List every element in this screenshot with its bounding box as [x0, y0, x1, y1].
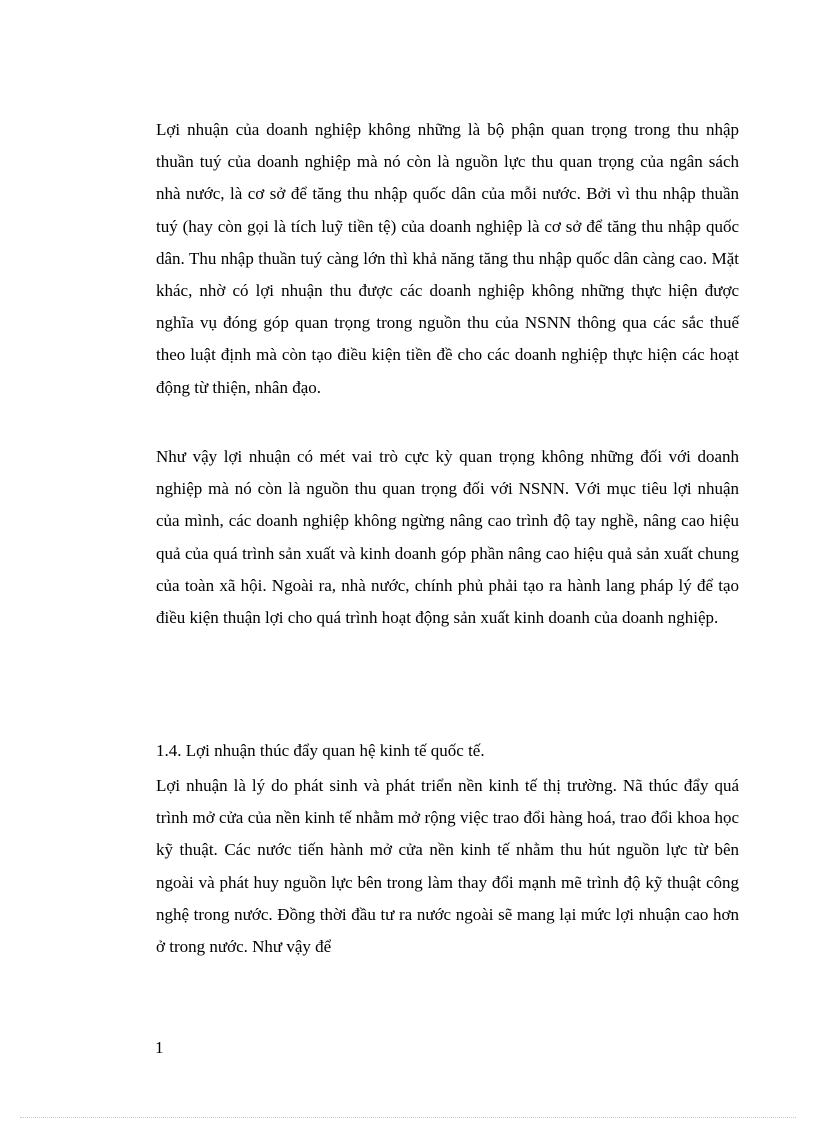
- page-number: 1: [155, 1038, 164, 1057]
- paragraph-profit-importance-summary: Như vậy lợi nhuận có mét vai trò cực kỳ quan trọng không những đối với doanh nghiệp mà nó còn là nguồn thu quan trọng đối với NSNN. Với mục tiêu lợi nhuận của mình, các doanh nghiệp không ngừng nâng cao trình độ tay nghề, nâng cao hiệu quả của quá trình sản xuất và kinh doanh góp phần nâng cao hiệu quả sản xuất chung của toàn xã hội. Ngoài ra, nhà nước, chính phủ phải tạo ra hành lang pháp lý để tạo điều kiện thuận lợi cho quá trình hoạt động sản xuất kinh doanh của doanh nghiệp.: [156, 447, 739, 628]
- page-break-divider: [20, 1117, 796, 1118]
- paragraph-international-economic-relations: Lợi nhuận là lý do phát sinh và phát triển nền kinh tế thị trường. Nã thúc đẩy quá trình mở cửa của nền kinh tế nhằm mở rộng việc trao đổi hàng hoá, trao đổi khoa học kỹ thuật. Các nước tiến hành mở cửa nền kinh tế nhằm thu hút nguồn lực từ bên ngoài và phát huy nguồn lực bên trong làm thay đổi mạnh mẽ trình độ kỹ thuật công nghệ trong nước. Đồng thời đầu tư ra nước ngoài sẽ mang lại mức lợi nhuận cao hơn ở trong nước. Như vậy để: [156, 776, 739, 957]
- section-heading: 1.4. Lợi nhuận thúc đẩy quan hệ kinh tế quốc tế.: [156, 741, 485, 760]
- paragraph-profit-role-in-national-income: Lợi nhuận của doanh nghiệp không những là bộ phận quan trọng trong thu nhập thuần tuý của doanh nghiệp mà nó còn là nguồn lực thu quan trọng của ngân sách nhà nước, là cơ sở để tăng thu nhập quốc dân của mỗi nước. Bởi vì thu nhập thuần tuý (hay còn gọi là tích luỹ tiền tệ) của doanh nghiệp là cơ sở để tăng thu nhập quốc dân. Thu nhập thuần tuý càng lớn thì khả năng tăng thu nhập quốc dân càng cao. Mặt khác, nhờ có lợi nhuận thu được các doanh nghiệp không những thực hiện được nghĩa vụ đóng góp quan trọng trong nguồn thu của NSNN thông qua các sắc thuế theo luật định mà còn tạo điều kiện tiền đề cho các doanh nghiệp thực hiện các hoạt động từ thiện, nhân đạo.: [156, 120, 739, 397]
